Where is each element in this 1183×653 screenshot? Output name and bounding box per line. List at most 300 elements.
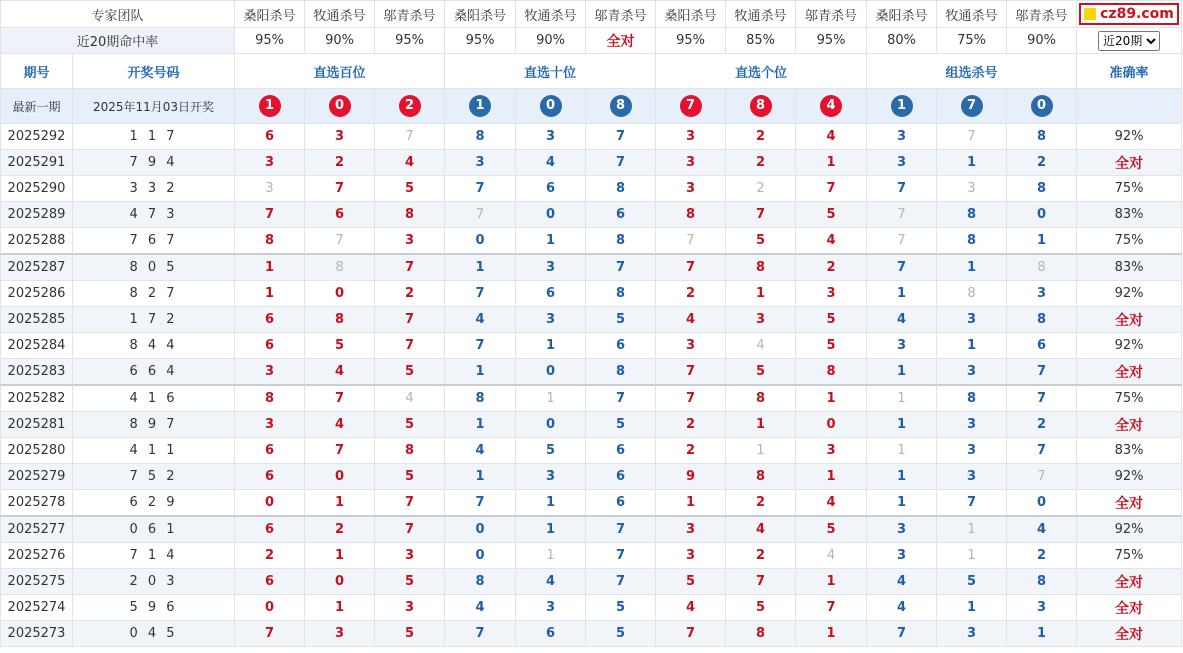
kill-number-miss: 3 — [967, 181, 976, 196]
accuracy-cell: 92% — [1077, 516, 1182, 543]
kill-number: 3 — [685, 548, 696, 563]
kill-number: 8 — [475, 391, 485, 406]
expert-name: 桑阳杀号 — [656, 1, 726, 28]
period-cell: 2025288 — [1, 228, 73, 255]
kill-number: 4 — [685, 600, 696, 615]
table-row — [1, 621, 1182, 647]
expert-name: 邬青杀号 — [586, 1, 656, 28]
kill-number: 3 — [264, 155, 275, 170]
kill-number: 2 — [404, 286, 415, 301]
kill-number: 5 — [334, 338, 345, 353]
kill-number: 1 — [685, 495, 696, 510]
kill-number: 8 — [1036, 129, 1047, 144]
kill-number-miss: 4 — [405, 391, 414, 406]
ball-blue: 1 — [469, 95, 491, 117]
kill-number: 7 — [755, 207, 766, 222]
kill-number: 7 — [966, 495, 977, 510]
draw-number-cell: 0 4 5 — [73, 621, 235, 647]
table-row — [1, 359, 1182, 386]
kill-number: 2 — [685, 443, 696, 458]
kill-number: 1 — [545, 338, 556, 353]
draw-number-cell: 2 0 3 — [73, 569, 235, 595]
period-cell: 2025285 — [1, 307, 73, 333]
kill-number: 5 — [404, 469, 415, 484]
kill-number: 7 — [334, 181, 345, 196]
kill-number: 4 — [545, 574, 556, 589]
hit-rate-cell: 75% — [937, 28, 1007, 54]
kill-number: 3 — [685, 522, 696, 537]
kill-number: 5 — [755, 364, 766, 379]
col-tens: 直选十位 — [445, 54, 656, 89]
kill-number: 8 — [966, 233, 977, 248]
accuracy-cell: 全对 — [1077, 412, 1182, 438]
kill-number: 5 — [404, 364, 415, 379]
kill-number: 1 — [896, 364, 907, 379]
kill-number: 5 — [826, 312, 836, 327]
kill-number: 7 — [404, 338, 415, 353]
table-row — [1, 464, 1182, 490]
accuracy-cell: 全对 — [1077, 490, 1182, 517]
kill-number-miss: 7 — [686, 233, 695, 248]
kill-number: 3 — [545, 129, 556, 144]
period-cell: 2025292 — [1, 124, 73, 150]
accuracy-cell: 全对 — [1077, 621, 1182, 647]
kill-number-miss: 1 — [546, 391, 555, 406]
accuracy-cell: 83% — [1077, 254, 1182, 281]
kill-number: 7 — [615, 548, 626, 563]
kill-number: 5 — [826, 522, 836, 537]
kill-number: 1 — [826, 469, 836, 484]
kill-number-miss: 7 — [475, 207, 485, 222]
table-row — [1, 490, 1182, 517]
kill-number: 8 — [475, 129, 485, 144]
kill-number: 8 — [966, 391, 977, 406]
kill-number: 4 — [475, 600, 485, 615]
kill-number: 8 — [1036, 312, 1047, 327]
kill-number: 6 — [615, 495, 626, 510]
kill-number: 1 — [545, 495, 556, 510]
draw-number-cell: 0 6 1 — [73, 516, 235, 543]
kill-number: 3 — [826, 286, 836, 301]
hit-rate-cell: 95% — [656, 28, 726, 54]
latest-empty — [1077, 89, 1182, 124]
period-cell: 2025278 — [1, 490, 73, 517]
kill-number: 6 — [615, 469, 626, 484]
kill-number: 8 — [966, 207, 977, 222]
kill-number: 7 — [685, 626, 696, 641]
kill-number: 1 — [545, 522, 556, 537]
kill-number: 7 — [615, 155, 626, 170]
kill-number: 7 — [475, 495, 485, 510]
kill-number: 6 — [264, 338, 275, 353]
kill-number: 0 — [545, 207, 556, 222]
kill-number: 3 — [966, 312, 977, 327]
kill-number: 3 — [404, 233, 415, 248]
kill-number: 8 — [685, 207, 696, 222]
period-cell: 2025274 — [1, 595, 73, 621]
kill-number-miss: 1 — [546, 548, 555, 563]
kill-number: 2 — [826, 260, 836, 275]
kill-number: 6 — [264, 469, 275, 484]
kill-number: 4 — [826, 233, 836, 248]
kill-number: 0 — [1036, 495, 1047, 510]
table-row — [1, 202, 1182, 228]
kill-number: 0 — [545, 364, 556, 379]
kill-number: 3 — [404, 600, 415, 615]
kill-number: 7 — [334, 443, 345, 458]
kill-number: 1 — [966, 260, 977, 275]
col-accuracy: 准确率 — [1077, 54, 1182, 89]
kill-number-miss: 3 — [265, 181, 274, 196]
table-row — [1, 412, 1182, 438]
kill-number: 8 — [755, 391, 766, 406]
kill-number: 7 — [615, 574, 626, 589]
accuracy-cell: 75% — [1077, 176, 1182, 202]
kill-number: 2 — [755, 495, 766, 510]
accuracy-cell: 全对 — [1077, 359, 1182, 386]
kill-number: 7 — [896, 181, 907, 196]
kill-number: 7 — [404, 495, 415, 510]
expert-name: 邬青杀号 — [796, 1, 867, 28]
kill-number-miss: 4 — [826, 548, 836, 563]
kill-number: 8 — [334, 312, 345, 327]
kill-number: 7 — [685, 364, 696, 379]
draw-number-cell: 8 2 7 — [73, 281, 235, 307]
ball-red: 1 — [259, 95, 281, 117]
ball-blue: 7 — [961, 95, 983, 117]
period-cell: 2025280 — [1, 438, 73, 464]
kill-number: 3 — [966, 469, 977, 484]
kill-number: 7 — [404, 260, 415, 275]
table-row — [1, 307, 1182, 333]
ball-blue: 1 — [891, 95, 913, 117]
table-row — [1, 516, 1182, 543]
kill-number-miss: 1 — [897, 391, 906, 406]
kill-number: 5 — [755, 600, 766, 615]
expert-name: 牧通杀号 — [726, 1, 796, 28]
kill-number-miss: 8 — [335, 260, 344, 275]
kill-number: 1 — [826, 574, 836, 589]
kill-number: 7 — [826, 181, 836, 196]
kill-number: 1 — [334, 495, 345, 510]
expert-name: 牧通杀号 — [937, 1, 1007, 28]
kill-number: 1 — [475, 364, 485, 379]
kill-number: 1 — [826, 155, 836, 170]
kill-number: 3 — [966, 417, 977, 432]
kill-number-miss: 1 — [967, 522, 976, 537]
period-cell: 2025275 — [1, 569, 73, 595]
draw-number-cell: 6 2 9 — [73, 490, 235, 517]
accuracy-cell: 92% — [1077, 464, 1182, 490]
kill-number-miss: 7 — [405, 129, 414, 144]
accuracy-cell: 92% — [1077, 281, 1182, 307]
table-row — [1, 150, 1182, 176]
period-select-cell — [1077, 28, 1182, 54]
kill-number: 5 — [685, 574, 696, 589]
col-group: 组选杀号 — [867, 54, 1077, 89]
kill-number: 6 — [615, 443, 626, 458]
kill-number: 7 — [685, 391, 696, 406]
kill-number: 1 — [826, 391, 836, 406]
ball-red: 7 — [680, 95, 702, 117]
hit-rate-cell: 90% — [1007, 28, 1077, 54]
accuracy-cell: 全对 — [1077, 307, 1182, 333]
table-row — [1, 543, 1182, 569]
kill-number: 8 — [826, 364, 836, 379]
period-cell: 2025273 — [1, 621, 73, 647]
kill-number: 1 — [264, 260, 275, 275]
kill-number: 6 — [545, 626, 556, 641]
kill-number: 1 — [755, 286, 766, 301]
kill-number: 7 — [615, 522, 626, 537]
team-label: 专家团队 — [1, 1, 235, 28]
table-row — [1, 228, 1182, 255]
kill-number: 4 — [475, 312, 485, 327]
kill-number: 7 — [685, 260, 696, 275]
expert-name: 桑阳杀号 — [445, 1, 516, 28]
kill-number: 2 — [264, 548, 275, 563]
col-units: 直选个位 — [656, 54, 867, 89]
hit-rate-cell: 85% — [726, 28, 796, 54]
kill-number: 7 — [264, 207, 275, 222]
kill-number: 5 — [826, 207, 836, 222]
kill-number: 3 — [264, 417, 275, 432]
kill-number: 0 — [545, 417, 556, 432]
latest-date: 2025年11月03日开奖 — [73, 89, 235, 124]
kill-number: 6 — [264, 522, 275, 537]
kill-number: 8 — [404, 443, 415, 458]
kill-number: 3 — [685, 129, 696, 144]
table-row — [1, 124, 1182, 150]
expert-header-row — [1, 1, 1182, 28]
draw-number-cell: 4 1 6 — [73, 385, 235, 412]
table-row — [1, 438, 1182, 464]
draw-number-cell: 7 5 2 — [73, 464, 235, 490]
kill-number: 1 — [966, 338, 977, 353]
kill-number: 3 — [334, 129, 345, 144]
table-row — [1, 595, 1182, 621]
kill-number: 2 — [1036, 155, 1047, 170]
kill-number: 3 — [896, 548, 907, 563]
kill-number: 7 — [896, 626, 907, 641]
hit-rate-row — [1, 28, 1182, 54]
kill-number: 7 — [404, 312, 415, 327]
kill-number: 5 — [615, 312, 626, 327]
kill-number: 8 — [615, 181, 626, 196]
period-cell: 2025281 — [1, 412, 73, 438]
period-cell: 2025286 — [1, 281, 73, 307]
hit-rate-cell: 80% — [867, 28, 937, 54]
kill-number-miss: 4 — [756, 338, 765, 353]
kill-number: 6 — [1036, 338, 1047, 353]
kill-number: 5 — [966, 574, 977, 589]
kill-number: 4 — [334, 417, 345, 432]
kill-number: 7 — [615, 129, 626, 144]
kill-number: 8 — [615, 364, 626, 379]
kill-number: 8 — [404, 207, 415, 222]
hit-rate-cell: 90% — [516, 28, 586, 54]
table-row — [1, 176, 1182, 202]
kill-number: 7 — [1036, 364, 1047, 379]
kill-number: 8 — [1036, 574, 1047, 589]
kill-number: 4 — [404, 155, 415, 170]
draw-number-cell: 8 9 7 — [73, 412, 235, 438]
kill-number: 7 — [615, 260, 626, 275]
hit-rate-cell: 95% — [445, 28, 516, 54]
logo-square-icon — [1084, 8, 1096, 20]
kill-number-miss: 1 — [756, 443, 765, 458]
draw-number-cell: 1 7 2 — [73, 307, 235, 333]
site-logo[interactable] — [1079, 3, 1179, 25]
draw-number-cell: 1 1 7 — [73, 124, 235, 150]
kill-number: 2 — [755, 155, 766, 170]
draw-number-cell: 8 4 4 — [73, 333, 235, 359]
table-row — [1, 569, 1182, 595]
kill-number: 3 — [966, 443, 977, 458]
kill-number: 4 — [685, 312, 696, 327]
kill-number: 1 — [334, 600, 345, 615]
expert-name: 桑阳杀号 — [235, 1, 305, 28]
period-cell: 2025277 — [1, 516, 73, 543]
draw-number-cell: 4 7 3 — [73, 202, 235, 228]
ball-blue: 0 — [1031, 95, 1053, 117]
hit-rate-cell: 95% — [796, 28, 867, 54]
kill-number: 5 — [615, 417, 626, 432]
kill-number: 2 — [1036, 548, 1047, 563]
kill-number: 4 — [334, 364, 345, 379]
period-cell: 2025276 — [1, 543, 73, 569]
kill-number: 5 — [404, 574, 415, 589]
kill-number: 3 — [755, 312, 766, 327]
accuracy-cell: 全对 — [1077, 569, 1182, 595]
expert-name: 邬青杀号 — [375, 1, 445, 28]
draw-number-cell: 7 6 7 — [73, 228, 235, 255]
hit-rate-cell: 95% — [375, 28, 445, 54]
period-cell: 2025291 — [1, 150, 73, 176]
kill-number-miss: 7 — [335, 233, 344, 248]
kill-number: 4 — [545, 155, 556, 170]
hit-rate-cell: 全对 — [586, 28, 656, 54]
period-cell: 2025290 — [1, 176, 73, 202]
kill-number-miss: 7 — [897, 207, 906, 222]
accuracy-cell: 83% — [1077, 438, 1182, 464]
kill-number: 0 — [475, 522, 485, 537]
period-cell: 2025283 — [1, 359, 73, 386]
kill-number: 1 — [896, 286, 907, 301]
period-cell: 2025287 — [1, 254, 73, 281]
kill-number: 1 — [475, 417, 485, 432]
kill-number: 7 — [475, 181, 485, 196]
kill-number: 5 — [615, 626, 626, 641]
kill-number: 4 — [755, 522, 766, 537]
accuracy-cell: 75% — [1077, 385, 1182, 412]
kill-number: 0 — [334, 574, 345, 589]
column-header-row — [1, 54, 1182, 89]
kill-number: 3 — [896, 338, 907, 353]
kill-number: 4 — [896, 574, 907, 589]
kill-number-miss: 7 — [897, 233, 906, 248]
col-period: 期号 — [1, 54, 73, 89]
kill-number: 3 — [685, 338, 696, 353]
kill-number: 0 — [1036, 207, 1047, 222]
accuracy-cell: 75% — [1077, 228, 1182, 255]
expert-name: 桑阳杀号 — [867, 1, 937, 28]
accuracy-cell: 75% — [1077, 543, 1182, 569]
kill-number: 2 — [334, 155, 345, 170]
kill-number: 2 — [1036, 417, 1047, 432]
kill-number: 6 — [264, 312, 275, 327]
kill-number: 1 — [896, 417, 907, 432]
logo-cell — [1077, 1, 1182, 28]
draw-number-cell: 6 6 4 — [73, 359, 235, 386]
kill-number: 2 — [685, 286, 696, 301]
period-cell: 2025282 — [1, 385, 73, 412]
kill-number: 3 — [896, 522, 907, 537]
kill-number: 7 — [826, 600, 836, 615]
kill-number: 6 — [545, 181, 556, 196]
kill-number-miss: 7 — [1037, 469, 1046, 484]
kill-number: 1 — [475, 469, 485, 484]
table-row — [1, 333, 1182, 359]
kill-number: 0 — [264, 495, 275, 510]
kill-number: 6 — [615, 207, 626, 222]
kill-number: 7 — [264, 626, 275, 641]
kill-number: 1 — [755, 417, 766, 432]
ball-blue: 0 — [540, 95, 562, 117]
kill-number: 6 — [264, 129, 275, 144]
kill-number: 0 — [475, 233, 485, 248]
kill-number: 6 — [545, 286, 556, 301]
accuracy-cell: 全对 — [1077, 150, 1182, 176]
kill-number: 4 — [826, 495, 836, 510]
kill-number: 7 — [475, 286, 485, 301]
kill-number: 1 — [896, 495, 907, 510]
latest-row — [1, 89, 1182, 124]
period-cell: 2025284 — [1, 333, 73, 359]
kill-number: 4 — [475, 443, 485, 458]
period-select[interactable] — [1098, 31, 1160, 51]
kill-number: 3 — [264, 364, 275, 379]
hit-rate-cell: 95% — [235, 28, 305, 54]
draw-number-cell: 7 1 4 — [73, 543, 235, 569]
logo-text: cz89.com — [1100, 6, 1174, 22]
kill-number: 5 — [615, 600, 626, 615]
kill-number: 1 — [1036, 626, 1047, 641]
kill-number-miss: 1 — [897, 443, 906, 458]
kill-number: 5 — [755, 233, 766, 248]
kill-number: 7 — [1036, 391, 1047, 406]
kill-number: 8 — [755, 626, 766, 641]
kill-number: 9 — [685, 469, 696, 484]
kill-number: 0 — [334, 286, 345, 301]
kill-number: 1 — [1036, 233, 1047, 248]
kill-number: 0 — [264, 600, 275, 615]
col-hundreds: 直选百位 — [235, 54, 445, 89]
kill-number: 3 — [404, 548, 415, 563]
kill-number: 5 — [404, 417, 415, 432]
draw-number-cell: 5 9 6 — [73, 595, 235, 621]
kill-number: 1 — [966, 155, 977, 170]
ball-red: 0 — [329, 95, 351, 117]
kill-number: 6 — [264, 443, 275, 458]
kill-number: 8 — [264, 233, 275, 248]
kill-number: 4 — [896, 600, 907, 615]
ball-red: 2 — [399, 95, 421, 117]
kill-number: 2 — [685, 417, 696, 432]
kill-number: 3 — [1036, 286, 1047, 301]
hit-rate-label: 近20期命中率 — [1, 28, 235, 54]
kill-number: 3 — [896, 155, 907, 170]
